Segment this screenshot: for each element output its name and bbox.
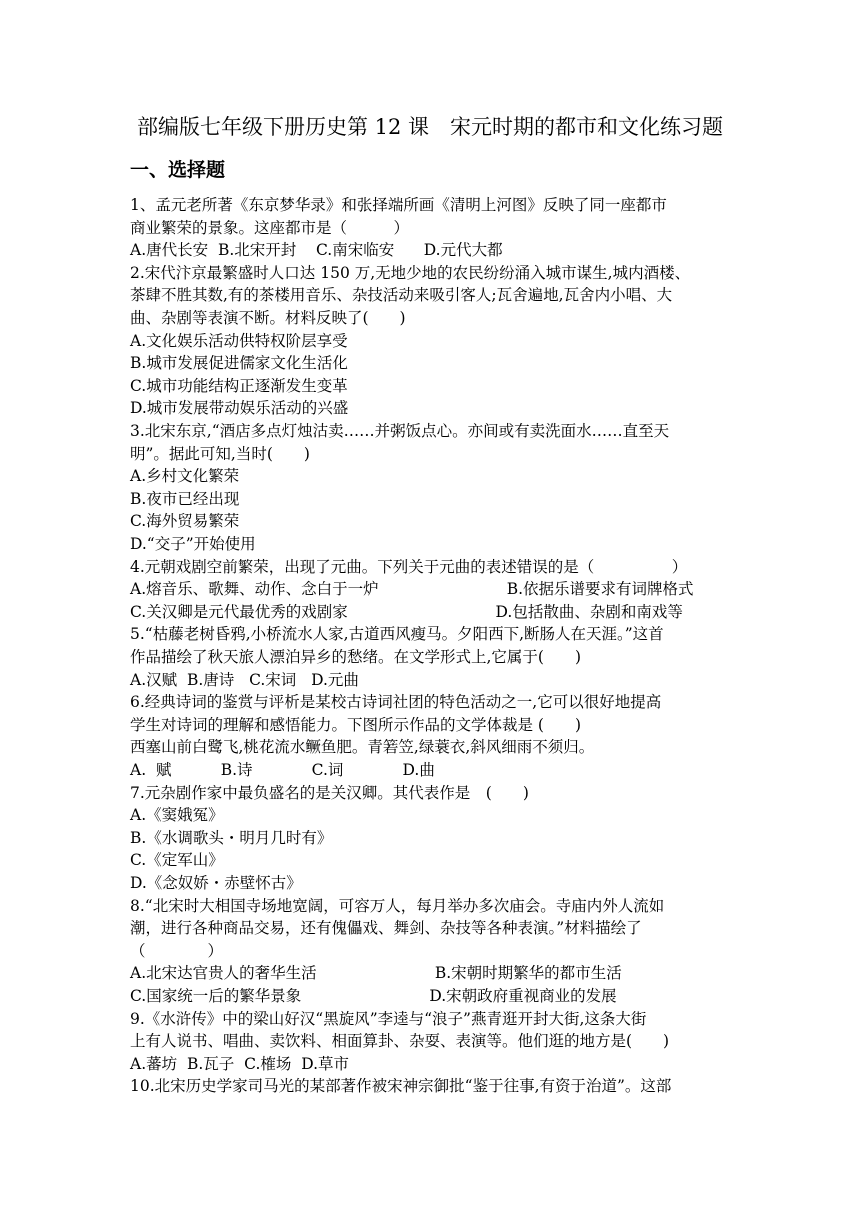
text-line: C.国家统一后的繁华景象 D.宋朝政府重视商业的发展 (130, 987, 617, 1005)
text-line: 1、孟元老所著《东京梦华录》和张择端所画《清明上河图》反映了同一座都市 (130, 196, 667, 214)
text-line: 潮，进行各种商品交易，还有傀儡戏、舞剑、杂技等各种表演。”材料描绘了 (130, 919, 642, 938)
text-line: 7.元杂剧作家中最负盛名的是关汉卿。其代表作是 ( ) (130, 783, 529, 802)
text-line: B.《水调歌头・明月几时有》 (130, 828, 333, 847)
text-line: A.蕃坊 B.瓦子 C.榷场 D.草市 (130, 1054, 350, 1073)
section-heading: 一、选择题 (130, 159, 226, 181)
text-line: （ ） (130, 941, 224, 960)
text-line: A.乡村文化繁荣 (130, 467, 240, 486)
text-line: C.海外贸易繁荣 (130, 512, 240, 531)
text-line: C.《定军山》 (130, 851, 224, 870)
text-line: C.城市功能结构正逐渐发生变革 (130, 376, 348, 395)
text-line: 学生对诗词的理解和感悟能力。下图所示作品的文学体裁是 ( ) (130, 715, 582, 734)
text-line: A.北宋达官贵人的奢华生活 B.宋朝时期繁华的都市生活 (130, 964, 622, 983)
text-line: A.《窦娥冤》 (130, 806, 224, 825)
text-line: 5.“枯藤老树昏鸦,小桥流水人家,古道西风瘦马。夕阳西下,断肠人在天涯。”这首 (130, 625, 664, 644)
text-line: 10.北宋历史学家司马光的某部著作被宋神宗御批“鉴于往事,有资于治道”。这部 (130, 1077, 672, 1096)
text-line: A.汉赋 B.唐诗 C.宋词 D.元曲 (130, 670, 359, 689)
text-line: 4.元朝戏剧空前繁荣，出现了元曲。下列关于元曲的表述错误的是（ ） (130, 557, 688, 576)
text-line: D.“交子”开始使用 (130, 535, 256, 553)
text-line: 茶肆不胜其数,有的茶楼用音乐、杂技活动来吸引客人;瓦舍遍地,瓦舍内小唱、大 (130, 286, 673, 305)
text-line: B.城市发展促进儒家文化生活化 (130, 354, 348, 373)
text-line: C.关汉卿是元代最优秀的戏剧家 D.包括散曲、杂剧和南戏等 (130, 602, 683, 621)
text-line: D.《念奴娇・赤壁怀古》 (130, 874, 302, 892)
text-line: A. 赋 B.诗 C.词 D.曲 (130, 761, 435, 779)
text-line: 明”。据此可知,当时( ) (130, 444, 310, 463)
text-line: 曲、杂剧等表演不断。材料反映了( ) (130, 309, 406, 327)
text-line: A.唐代长安 B.北宋开封 C.南宋临安 D.元代大都 (130, 241, 503, 260)
text-line: A.文化娱乐活动供特权阶层享受 (130, 331, 348, 350)
text-line: A.熔音乐、歌舞、动作、念白于一炉 B.依据乐谱要求有词牌格式 (130, 580, 694, 599)
text-line: D.城市发展带动娱乐活动的兴盛 (130, 399, 349, 418)
text-line: 作品描绘了秋天旅人漂泊异乡的愁绪。在文学形式上,它属于( ) (130, 648, 582, 666)
text-line: B.夜市已经出现 (130, 489, 240, 508)
page-title: 部编版七年级下册历史第 12 课 宋元时期的都市和文化练习题 (136, 115, 724, 139)
text-line: 9.《水浒传》中的梁山好汉“黑旋风”李逵与“浪子”燕青逛开封大街,这条大街 (130, 1009, 647, 1028)
text-line: 上有人说书、唱曲、卖饮料、相面算卦、杂耍、表演等。他们逛的地方是( ) (130, 1032, 670, 1051)
text-line: 6.经典诗词的鉴赏与评析是某校古诗词社团的特色活动之一,它可以很好地提高 (130, 693, 662, 712)
text-line: 商业繁荣的景象。这座都市是（ ） (130, 218, 410, 237)
text-line: 2.宋代汴京最繁盛时人口达 150 万,无地少地的农民纷纷涌入城市谋生,城内酒楼、 (130, 263, 691, 282)
text-line: 8.“北宋时大相国寺场地宽阔，可容万人，每月举办多次庙会。寺庙内外人流如 (130, 896, 665, 915)
text-line: 3.北宋东京,“酒店多点灯烛沽卖……并粥饭点心。亦间或有卖洗面水……直至天 (130, 422, 670, 440)
text-line: 西塞山前白鹭飞,桃花流水鳜鱼肥。青箬笠,绿蓑衣,斜风细雨不须归。 (130, 738, 595, 757)
